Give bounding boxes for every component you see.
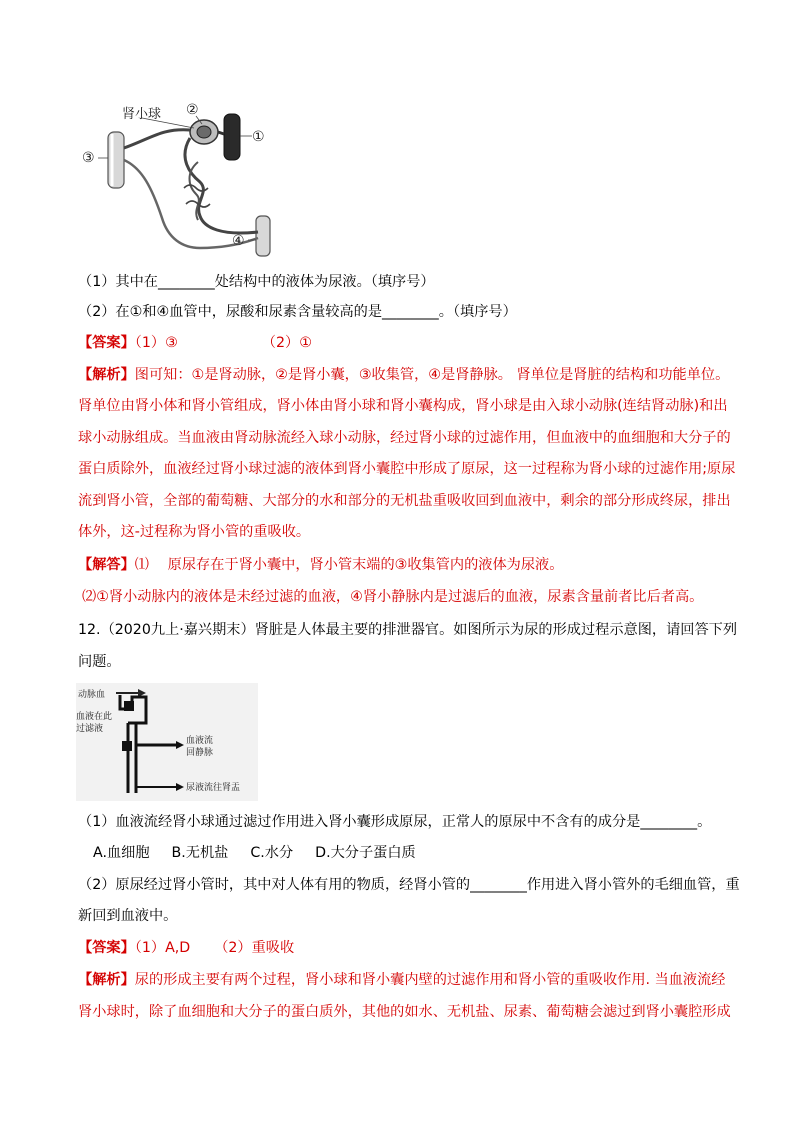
urine-label: 尿液流往肾盂 bbox=[186, 783, 241, 793]
analysis-text: 尿的形成主要有两个过程，肾小球和肾小囊内壁的过滤作用和肾小管的重吸收作用. 当血液流经 bbox=[134, 972, 726, 988]
filter-label-1: 血液在此 bbox=[76, 712, 113, 722]
answer-text: （1）A,D bbox=[134, 940, 191, 956]
q11-analysis-line-3: 蛋白质除外，血液经过肾小球过滤的液体到肾小囊腔中形成了原尿，这一过程称为肾小球的过滤作用;原尿 bbox=[78, 461, 736, 477]
solution-tag: 【解答】 bbox=[78, 557, 135, 573]
q12-analysis-line-1: 肾小球时，除了血细胞和大分子的蛋白质外，其他的如水、无机盐、尿素、葡萄糖会滤过到肾小囊腔形成 bbox=[78, 1004, 731, 1020]
analysis-tag: 【解析】 bbox=[78, 367, 135, 383]
q12-sub2-line-2: 新回到血液中。 bbox=[78, 908, 178, 924]
label-4: ④ bbox=[232, 233, 245, 249]
analysis-tag: 【解析】 bbox=[78, 972, 135, 988]
q12-answer bbox=[78, 938, 294, 958]
choice-a: A.血细胞 bbox=[93, 845, 150, 861]
q11-sub1: （1）其中在________处结构中的液体为尿液。（填序号） bbox=[78, 274, 435, 290]
q12-analysis-line-0 bbox=[78, 970, 725, 990]
q11-answer bbox=[78, 333, 312, 353]
urine-formation-figure bbox=[76, 683, 258, 801]
label-1: ① bbox=[252, 129, 265, 145]
q12-stem-line-2: 问题。 bbox=[78, 654, 121, 670]
q11-analysis-line-5: 体外，这-过程称为肾小管的重吸收。 bbox=[78, 524, 311, 540]
glomerulus-label: 肾小球 bbox=[122, 107, 162, 122]
vein-label-1: 血液流 bbox=[186, 736, 214, 746]
analysis-text: 图可知：①是肾动脉，②是肾小囊，③收集管，④是肾静脉。 肾单位是肾脏的结构和功能单位。 bbox=[134, 367, 730, 383]
answer-tag: 【答案】 bbox=[78, 335, 135, 351]
answer-text: （1）③ bbox=[134, 335, 178, 351]
q12-choices bbox=[93, 843, 438, 863]
q11-analysis-line-0 bbox=[78, 365, 729, 385]
nephron-figure bbox=[82, 98, 282, 258]
q11-analysis-line-2: 球小动脉组成。当血液由肾动脉流经入球小动脉，经过肾小球的过滤作用，但血液中的血细胞和大分子的 bbox=[78, 430, 731, 446]
answer-tag: 【答案】 bbox=[78, 940, 135, 956]
artery-label: 动脉血 bbox=[78, 690, 106, 700]
q11-solution-line-1: ⑵①肾小动脉内的液体是未经过滤的血液，④肾小静脉内是过滤后的血液，尿素含量前者比后者高。 bbox=[82, 589, 704, 605]
label-2: ② bbox=[186, 102, 199, 118]
solution-text: ⑴ 原尿存在于肾小囊中，肾小管末端的③收集管内的液体为尿液。 bbox=[134, 557, 564, 573]
choice-c: C.水分 bbox=[250, 845, 294, 861]
filter-label-2: 过滤液 bbox=[76, 724, 104, 734]
choice-b: B.无机盐 bbox=[171, 845, 229, 861]
label-3: ③ bbox=[82, 150, 95, 166]
q12-stem-line-1: 12.（2020九上·嘉兴期末）肾脏是人体最主要的排泄器官。如图所示为尿的形成过程示意图，请回答下列 bbox=[78, 622, 738, 638]
q11-analysis-line-1: 肾单位由肾小体和肾小管组成，肾小体由肾小球和肾小囊构成，肾小球是由入球小动脉(连结肾动脉)和出 bbox=[78, 398, 728, 414]
answer-text-2: （2）重吸收 bbox=[214, 940, 295, 956]
choice-d: D.大分子蛋白质 bbox=[315, 845, 416, 861]
q12-sub1: （1）血液流经肾小球通过滤过作用进入肾小囊形成原尿，正常人的原尿中不含有的成分是________。 bbox=[78, 814, 712, 830]
q11-solution-line-0 bbox=[78, 555, 563, 575]
q11-analysis-line-4: 流到肾小管，全部的葡萄糖、大部分的水和部分的无机盐重吸收回到血液中，剩余的部分形成终尿，排出 bbox=[78, 493, 731, 509]
vein-label-2: 回静脉 bbox=[186, 748, 214, 758]
answer-text-2: （2）① bbox=[261, 335, 312, 351]
q12-sub2-line-1: （2）原尿经过肾小管时，其中对人体有用的物质，经肾小管的________作用进入肾小管外的毛细血管，重 bbox=[78, 877, 740, 893]
q11-sub2: （2）在①和④血管中，尿酸和尿素含量较高的是________。（填序号） bbox=[78, 304, 517, 320]
